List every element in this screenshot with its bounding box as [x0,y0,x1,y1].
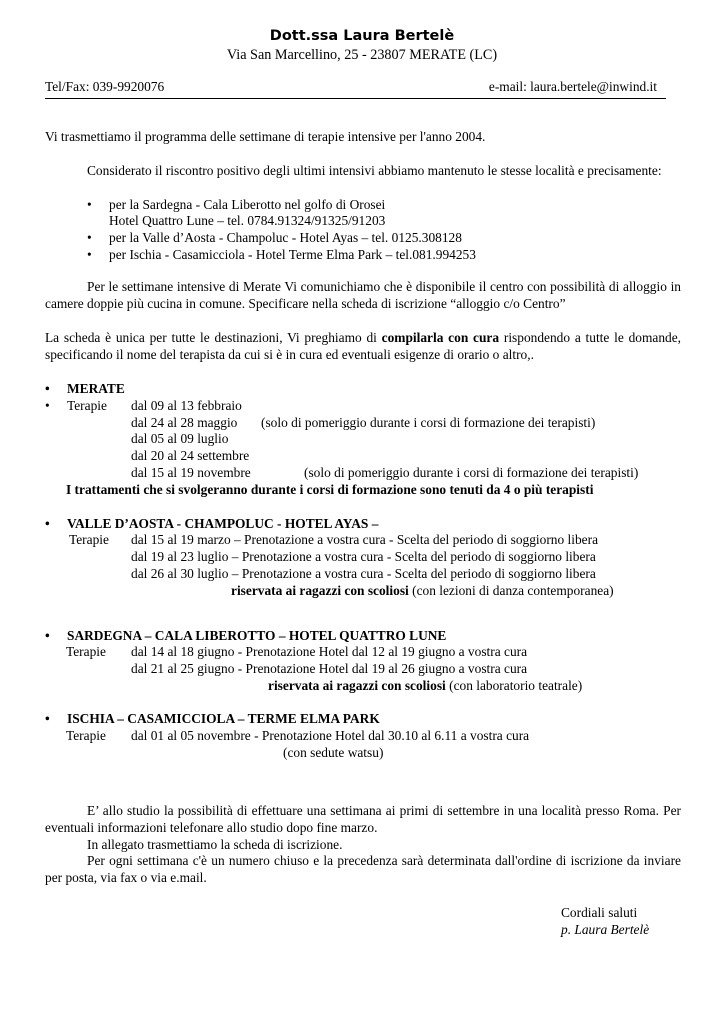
signature-name: p. Laura Bertelè [561,922,650,937]
valle-title: • VALLE D’AOSTA - CHAMPOLUC - HOTEL AYAS – [67,516,378,532]
doctor-address: Via San Marcellino, 25 - 23807 MERATE (LC) [226,47,498,63]
merate-title: • MERATE [67,381,125,397]
sardegna-date-2: dal 21 al 25 giugno - Prenotazione Hotel dal 19 al 26 giugno a vostra cura [131,661,528,676]
ischia-label: Terapie [66,728,106,743]
signature-greeting: Cordiali saluti [561,905,638,920]
doctor-name: Dott.ssa Laura Bertelè [269,28,455,44]
valle-label: Terapie [69,532,109,547]
closing-paragraph-3: Per ogni settimana c'è un numero chiuso e la precedenza sarà determinata dall'ordine di iscrizione da inviare per posta, via fax o via e.mail. [45,853,681,885]
merate-date-1: dal 09 al 13 febbraio [131,398,242,413]
sardegna-date-1: dal 14 al 18 giugno - Prenotazione Hotel dal 12 al 19 giugno a vostra cura [131,644,528,659]
sardegna-reserved [268,678,582,694]
closing-paragraph-1: E’ allo studio la possibilità di effettuare una settimana ai primi di settembre in una località presso Roma. Per eventuali informazioni telefonare allo studio dopo fine marzo. [45,803,681,835]
valle-date-2: dal 19 al 23 luglio – Prenotazione a vostra cura - Scelta del periodo di soggiorno libera [131,549,596,564]
location-ischia: • per Ischia - Casamicciola - Hotel Terme Elma Park – tel.081.994253 [109,247,476,263]
tel-fax: Tel/Fax: 039-9920076 [45,79,165,94]
location-sardegna: • per la Sardegna - Cala Liberotto nel golfo di Orosei [109,197,385,213]
scheda-paragraph [45,330,681,364]
merate-date-5: dal 15 al 19 novembre [131,465,251,480]
sardegna-title: • SARDEGNA – CALA LIBEROTTO – HOTEL QUATTRO LUNE [67,628,446,644]
valle-date-1: dal 15 al 19 marzo – Prenotazione a vostra cura - Scelta del periodo di soggiorno libera [131,532,599,547]
merate-bold-note: I trattamenti che si svolgeranno durante i corsi di formazione sono tenuti da 4 o più terapisti [66,482,594,497]
sardegna-reserved-bold: riservata ai ragazzi con scoliosi [268,678,446,693]
valle-reserved-note: (con lezioni di danza contemporanea) [408,583,614,598]
considered-paragraph: Considerato il riscontro positivo degli ultimi intensivi abbiamo mantenuto le stesse località e precisamente: [87,163,662,178]
location-sardegna-hotel: Hotel Quattro Lune – tel. 0784.91324/91325/91203 [109,213,386,228]
merate-date-4: dal 20 al 24 settembre [131,448,250,463]
email: e-mail: laura.bertele@inwind.it [488,79,657,94]
sardegna-reserved-note: (con laboratorio teatrale) [445,678,583,693]
valle-reserved-bold: riservata ai ragazzi con scoliosi [231,583,409,598]
sardegna-label: Terapie [66,644,106,659]
intro-text: Vi trasmettiamo il programma delle settimane di terapie intensive per l'anno 2004. [45,129,486,144]
merate-date-2: dal 24 al 28 maggio [131,415,238,430]
merate-note-nov: (solo di pomeriggio durante i corsi di formazione dei terapisti) [304,465,639,480]
ischia-note: (con sedute watsu) [283,745,384,760]
merate-date-3: dal 05 al 09 luglio [131,431,229,446]
closing-paragraph-2: In allegato trasmettiamo la scheda di iscrizione. [87,837,343,852]
valle-reserved [231,583,614,599]
scheda-before: La scheda è unica per tutte le destinazioni, Vi preghiamo di [45,330,382,345]
merate-note-may: (solo di pomeriggio durante i corsi di formazione dei terapisti) [261,415,596,430]
merate-label: • Terapie [67,398,107,414]
scheda-after: rispondendo a tutte le domande, specificando il nome del terapista da cui si è in cura ed eventuali esigenze di orario o altro,. [45,330,681,362]
header-rule [45,98,666,99]
valle-date-3: dal 26 al 30 luglio – Prenotazione a vostra cura - Scelta del periodo di soggiorno libera [131,566,596,581]
ischia-date-1: dal 01 al 05 novembre - Prenotazione Hotel dal 30.10 al 6.11 a vostra cura [131,728,530,743]
scheda-bold: compilarla con cura [381,330,500,345]
ischia-title: • ISCHIA – CASAMICCIOLA – TERME ELMA PARK [67,711,380,727]
location-valle: • per la Valle d’Aosta - Champoluc - Hotel Ayas – tel. 0125.308128 [109,230,462,246]
merate-paragraph: Per le settimane intensive di Merate Vi comunichiamo che è disponibile il centro con possibilità di alloggio in camere doppie più cucina in comune. Specificare nella scheda di iscrizione “alloggio c/o Centro” [45,279,681,311]
